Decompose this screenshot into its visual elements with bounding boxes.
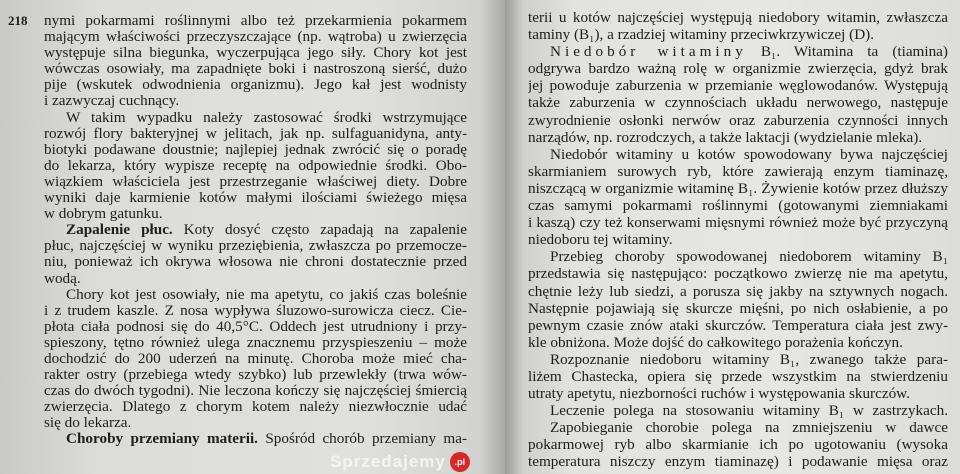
text-line	[44, 206, 467, 222]
text-line	[528, 146, 948, 163]
text-line	[528, 197, 948, 214]
line-text: chętnie leży lub siedzi, a porusza się jakby na sztywnych nogach.	[528, 282, 948, 300]
line-text: płota ciała podnosi się do 40,5°C. Oddech jest utrudniony i przy-	[44, 318, 467, 335]
text-line	[528, 77, 948, 94]
text-line	[528, 283, 948, 300]
text-line	[528, 112, 948, 129]
text-line	[528, 9, 948, 26]
text-line	[44, 190, 467, 206]
line-text: i zazwyczaj cuchnący.	[44, 93, 180, 110]
text-line	[44, 126, 467, 142]
line-text: utraty apetytu, niezborności ruchów i występowania skurczów.	[528, 385, 910, 403]
text-line	[44, 367, 467, 383]
text-line	[44, 158, 467, 174]
line-text: Rozpoznanie niedoboru witaminy B₁, zwanego także para-	[550, 350, 948, 368]
text-line	[44, 319, 467, 335]
line-text: występuje silna biegunka, wyczerpująca jego siły. Chory kot jest	[44, 45, 467, 62]
text-line	[44, 238, 467, 254]
line-text: dochodzić do 200 uderzeń na minutę. Choroba może mieć cha-	[44, 350, 467, 367]
line-text: przedstawia się następująco: początkowo zwierzę nie ma apetytu,	[528, 265, 948, 283]
text-line	[44, 29, 467, 45]
text-line	[528, 385, 948, 402]
text-line	[44, 77, 467, 93]
text-line	[44, 303, 467, 319]
page-number: 218	[8, 13, 28, 28]
text-line	[528, 334, 948, 351]
line-text: w dobrym gatunku.	[44, 206, 163, 223]
line-text: się do lekarza.	[44, 415, 132, 432]
line-text: wówczas osowiały, ma zapadnięte boki i nastroszoną sierść, dużo	[44, 61, 467, 78]
section-heading: Zapalenie płuc.	[66, 222, 173, 239]
line-text: W takim wypadku należy zastosować środki wstrzymujące	[66, 109, 467, 126]
text-line	[44, 174, 467, 190]
text-line	[44, 61, 467, 77]
line-text: taminy (B₁), a rzadziej witaminy przeciwkrzywiczej (D).	[528, 26, 875, 44]
line-text: biotyki podawane doustnie; najlepiej jednak zwrócić się o poradę	[44, 141, 467, 158]
line-text: także zaburzenia w czynnościach układu nerwowego, następuje	[528, 94, 948, 112]
line-text: spieszony, tętno również ulega znacznemu przyspieszeniu – może	[44, 334, 467, 351]
line-text: odgrywa bardzo ważną rolę w organizmie zwierzęcia, gdyż brak	[528, 60, 948, 78]
line-text: czas samymi pokarmami roślinnymi (gotowanymi ziemniakami	[528, 197, 948, 215]
line-text: płuc, najczęściej w wyniku przeziębienia, zwłaszcza po przemocze-	[44, 238, 467, 255]
text-line	[528, 368, 948, 385]
text-line	[44, 287, 467, 303]
line-text: wiązkiem właściciela jest przestrzeganie właściwej diety. Dobre	[44, 173, 467, 190]
line-text: Spośród chorób przemiany ma-	[257, 431, 467, 448]
text-line	[528, 60, 948, 77]
text-line	[528, 129, 948, 146]
watermark	[330, 451, 470, 473]
text-line	[528, 436, 948, 453]
line-text: nymi pokarmami roślinnymi albo też przekarmienia pokarmem	[44, 13, 467, 29]
text-line	[44, 13, 467, 29]
line-text: narządów, np. rozrodczych, a także laktacji (wydzielanie mleka).	[528, 128, 923, 146]
line-text: skarmianiem surowych ryb, które zawierają enzym tiaminazę,	[528, 162, 948, 180]
text-line	[528, 94, 948, 111]
text-line	[44, 254, 467, 270]
line-text: jej powoduje zaburzenia w przemianie węglowodanów. Występują	[528, 77, 948, 95]
text-line	[44, 431, 467, 447]
text-line	[44, 142, 467, 158]
text-line	[528, 351, 948, 368]
line-text: wodą.	[44, 270, 81, 287]
text-line	[528, 248, 948, 265]
line-text: niszczącą w organizmie witaminę B₁. Żywienie kotów przez dłuższy	[528, 179, 948, 197]
spaced-heading: Niedobór witaminy	[550, 43, 747, 61]
line-text: pewnym czasie znów ataki skurczów. Temperatura ciała jest zwy-	[528, 316, 948, 334]
watermark-badge: .pl	[450, 452, 470, 472]
line-text: niu, ponieważ ich okrywa włosowa nie chroni dostatecznie przed	[44, 254, 467, 271]
text-line	[44, 110, 467, 126]
text-line	[44, 222, 467, 238]
line-text: do lekarza, który wypisze receptę na odpowiednie środki. Obo-	[44, 157, 467, 174]
text-line	[44, 335, 467, 351]
line-text: Koty dosyć często zapadają na zapalenie	[172, 222, 467, 239]
text-line	[528, 265, 948, 282]
line-text: temperatura niszczy enzym tiaminazę) i podawanie mięsa oraz	[528, 453, 948, 471]
section-heading: Choroby przemiany materii.	[66, 431, 258, 448]
text-line	[44, 399, 467, 415]
text-line	[528, 43, 948, 60]
text-line	[44, 383, 467, 399]
text-line	[44, 271, 467, 287]
text-line	[528, 453, 948, 470]
left-page-text	[44, 13, 467, 448]
line-text: liżem Chastecka, opiera się przede wszystkim na stwierdzeniu	[528, 367, 948, 385]
text-line	[44, 93, 467, 109]
text-line	[44, 415, 467, 431]
line-text: Następnie pojawiają się skurcze mięśni, po nich osłabienie, a po	[528, 299, 948, 317]
text-line	[528, 317, 948, 334]
text-line	[528, 402, 948, 419]
text-line	[44, 45, 467, 61]
line-text: kle obniżona. Może dojść do całkowitego porażenia kończyn.	[528, 333, 903, 351]
watermark-logo: Sprzedajemy	[330, 452, 446, 471]
line-text: terii u kotów najczęściej występują niedobory witamin, zwłaszcza	[528, 9, 948, 26]
text-line	[528, 231, 948, 248]
line-text: i kaszą) czy też konserwami mięsnymi również może być przyczyną	[528, 214, 948, 232]
line-text: pije (wskutek odwodnienia organizmu). Jego kał jest wodnisty	[44, 77, 467, 94]
right-page	[505, 0, 960, 474]
line-text: i z trudem kaszle. Z nosa wypływa śluzowo-surowicza ciecz. Cie-	[44, 302, 467, 319]
line-text: Zapobieganie chorobie polega na zmniejszeniu w dawce	[550, 419, 948, 437]
text-line	[528, 214, 948, 231]
line-text: Przebieg choroby spowodowanej niedoborem witaminy B₁	[550, 248, 948, 266]
line-text: Niedobór witaminy u kotów spowodowany bywa najczęściej	[550, 145, 948, 163]
line-text: niedoboru tej witaminy.	[528, 231, 673, 249]
line-text: Chory kot jest osowiały, nie ma apetytu, co jakiś czas boleśnie	[66, 286, 467, 303]
text-line	[528, 163, 948, 180]
text-line	[44, 351, 467, 367]
line-text: B₁. Witamina ta (tiamina)	[746, 43, 948, 61]
right-page-text	[528, 9, 948, 471]
line-text: wyniki daje karmienie kotów małymi ilościami świeżego mięsa	[44, 190, 467, 207]
text-line	[528, 26, 948, 43]
line-text: mającym właściwości przeczyszczające (np. wątroba) u zwierzęcia	[44, 29, 467, 46]
line-text: zwierzęcia. Dlatego z chorym kotem należy niezwłocznie udać	[44, 399, 467, 416]
line-text: zwyrodnienie osłonki nerwów oraz zaburzenia czynności innych	[528, 111, 948, 129]
text-line	[528, 419, 948, 436]
line-text: pokarmowej ryb albo skarmianie ich po ugotowaniu (wysoka	[528, 436, 948, 454]
line-text: rakter ostry (przebiega wtedy szybko) lub przewlekły (trwa wów-	[44, 367, 467, 384]
line-text: rozwój flory bakteryjnej w jelitach, jak np. sulfaguanidyna, anty-	[44, 125, 467, 142]
text-line	[528, 300, 948, 317]
text-line	[528, 180, 948, 197]
line-text: Leczenie polega na stosowaniu witaminy B₁ w zastrzykach.	[550, 402, 948, 420]
line-text: czas do dwóch tygodni). Nie leczona kończy się najczęściej śmiercią	[44, 383, 467, 400]
